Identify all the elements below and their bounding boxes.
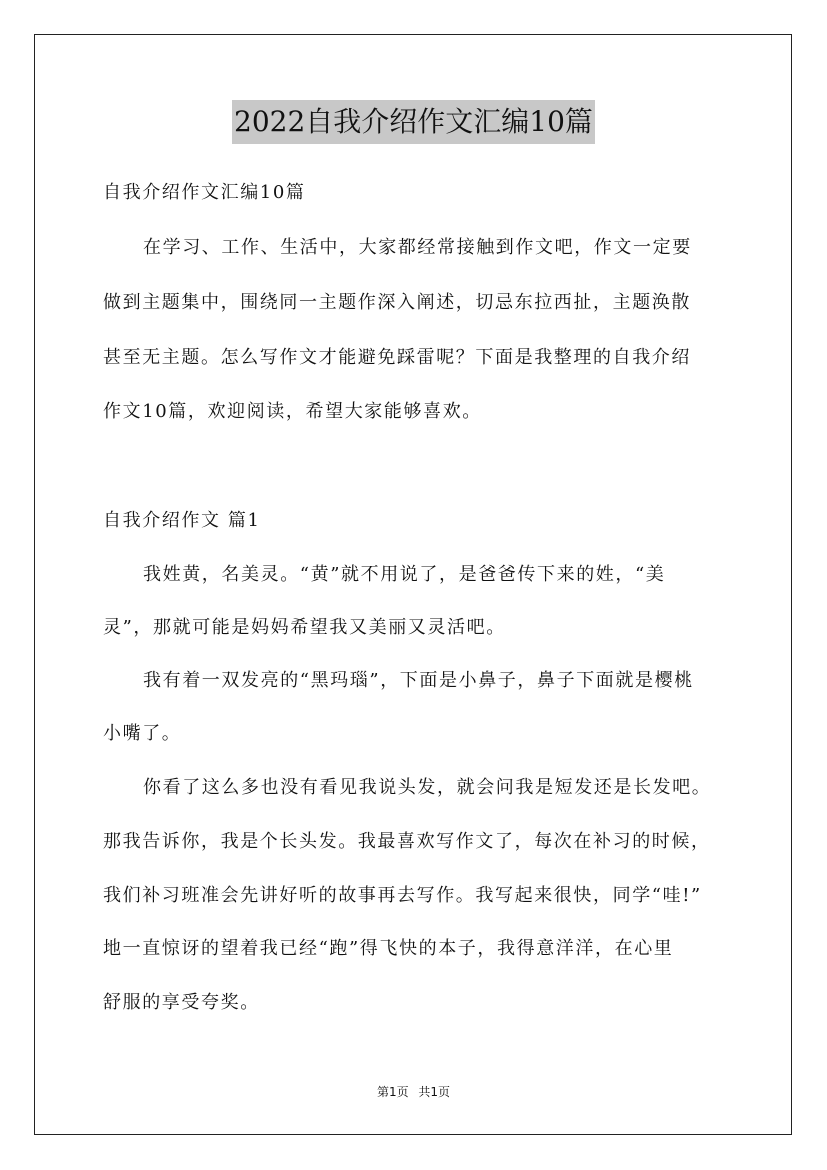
subtitle: 自我介绍作文汇编10篇 (103, 182, 306, 203)
body-line: 舒服的享受夸奖。 (103, 992, 260, 1013)
intro-line: 在学习、工作、生活中，大家都经常接触到作文吧，作文一定要 (143, 237, 692, 258)
intro-line: 做到主题集中，围绕同一主题作深入阐述，切忌东拉西扯，主题涣散 (103, 292, 691, 313)
intro-line: 作文10篇，欢迎阅读，希望大家能够喜欢。 (103, 401, 482, 422)
body-line: 灵”，那就可能是妈妈希望我又美丽又灵活吧。 (103, 617, 506, 638)
section-heading: 自我介绍作文 篇1 (103, 510, 261, 531)
body-line: 小嘴了。 (103, 723, 182, 744)
title-container (0, 100, 827, 144)
body-line: 那我告诉你，我是个长头发。我最喜欢写作文了，每次在补习的时候， (103, 831, 711, 852)
body-line: 我姓黄，名美灵。“黄”就不用说了，是爸爸传下来的姓，“美 (143, 564, 666, 585)
document-title: 2022自我介绍作文汇编10篇 (232, 100, 595, 144)
page-total: 共1页 (418, 1085, 451, 1099)
body-line: 地一直惊讶的望着我已经“跑”得飞快的本子，我得意洋洋，在心里 (103, 938, 674, 959)
body-line: 你看了这么多也没有看见我说头发，就会问我是短发还是长发吧。 (143, 777, 712, 798)
body-line: 我们补习班准会先讲好听的故事再去写作。我写起来很快，同学“哇!” (103, 885, 702, 906)
intro-line: 甚至无主题。怎么写作文才能避免踩雷呢？下面是我整理的自我介绍 (103, 347, 691, 368)
page-footer (0, 1083, 827, 1100)
body-line: 我有着一双发亮的“黑玛瑙”，下面是小鼻子，鼻子下面就是樱桃 (143, 670, 694, 691)
page-number: 第1页 (376, 1085, 409, 1099)
